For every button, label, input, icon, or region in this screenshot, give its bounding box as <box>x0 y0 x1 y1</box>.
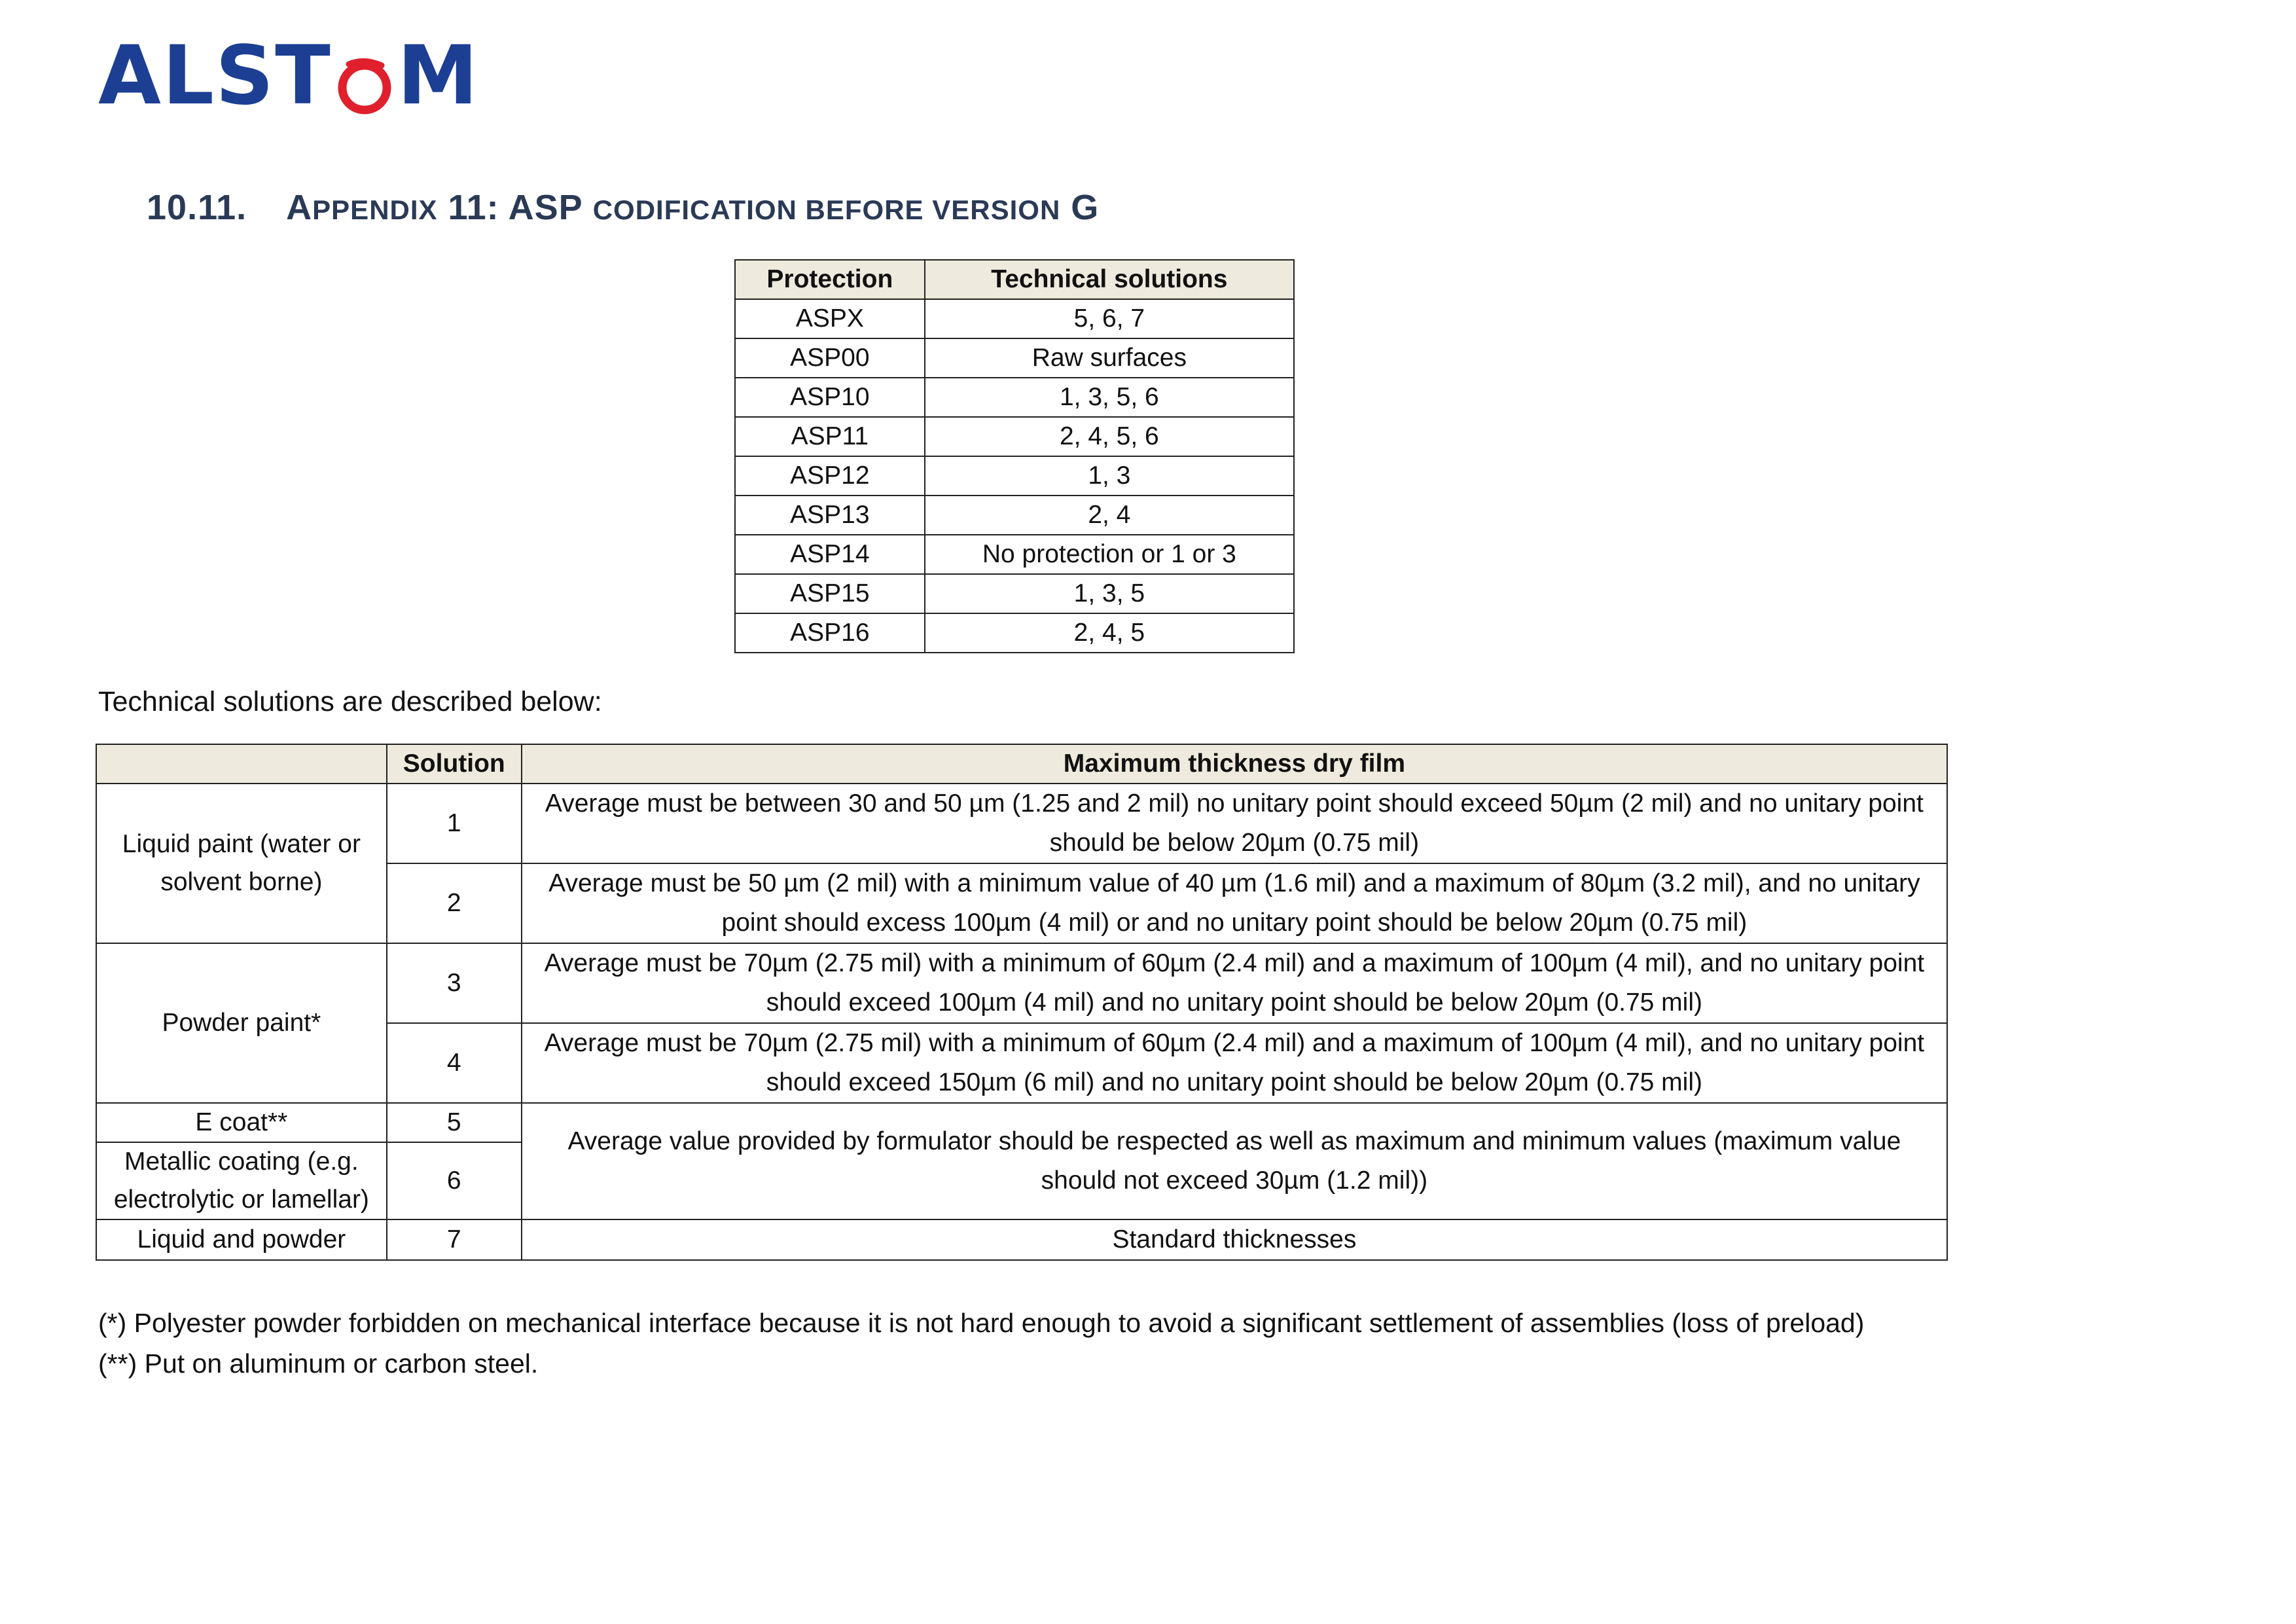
group-liquid-and-powder: Liquid and powder <box>96 1219 387 1260</box>
table-row <box>96 1103 1947 1142</box>
alstom-logo <box>98 29 480 123</box>
protection-code: ASP15 <box>735 574 925 613</box>
table-header-row <box>735 260 1294 299</box>
table-row <box>96 1219 1947 1260</box>
technical-solutions-value: 1, 3, 5 <box>925 574 1294 613</box>
footnote-ecoat: (**) Put on aluminum or carbon steel. <box>98 1348 539 1379</box>
solution-number: 5 <box>387 1103 522 1142</box>
solution-description: Average must be 50 µm (2 mil) with a minimum value of 40 µm (1.6 mil) and a maximum of 80µm (3.2 mil), and no unitary point should excess 100µm (4 mil) or and no unitary point should be below 20µm (0.75 mil) <box>522 863 1947 943</box>
technical-solutions-value: 2, 4, 5, 6 <box>925 417 1294 456</box>
logo-text-start: ALST <box>98 29 332 123</box>
protection-code: ASP10 <box>735 378 925 417</box>
title-part-e: G <box>1060 188 1100 227</box>
logo-text-end: M <box>397 29 480 123</box>
header-solution: Solution <box>387 744 522 784</box>
solution-number: 7 <box>387 1219 522 1260</box>
title-part-d: CODIFICATION BEFORE VERSION <box>592 194 1061 225</box>
header-protection: Protection <box>735 260 925 299</box>
protection-code: ASP11 <box>735 417 925 456</box>
table-row <box>735 456 1294 496</box>
table-row <box>735 378 1294 417</box>
header-max-thickness: Maximum thickness dry film <box>522 744 1947 784</box>
solution-number: 1 <box>387 784 522 863</box>
title-part-b: PPENDIX <box>312 194 438 225</box>
technical-solutions-value: Raw surfaces <box>925 338 1294 378</box>
protection-code: ASP12 <box>735 456 925 496</box>
section-number: 10.11. <box>147 188 247 227</box>
technical-solutions-value: 1, 3, 5, 6 <box>925 378 1294 417</box>
protection-code: ASPX <box>735 299 925 338</box>
technical-solutions-value: 1, 3 <box>925 456 1294 496</box>
section-heading <box>147 187 1099 228</box>
technical-solutions-value: 2, 4, 5 <box>925 613 1294 653</box>
table-row <box>735 613 1294 653</box>
protection-code: ASP00 <box>735 338 925 378</box>
protection-code: ASP16 <box>735 613 925 653</box>
solution-description: Standard thicknesses <box>522 1219 1947 1260</box>
intro-paragraph: Technical solutions are described below: <box>98 686 602 717</box>
table-row <box>735 574 1294 613</box>
technical-solutions-value: No protection or 1 or 3 <box>925 535 1294 574</box>
solution-description: Average must be 70µm (2.75 mil) with a minimum of 60µm (2.4 mil) and a maximum of 100µm (4 mil), and no unitary point should exceed 150µm (6 mil) and no unitary point should be below 20µm (0.75 mil) <box>522 1023 1947 1103</box>
alstom-ring-icon <box>336 47 393 105</box>
solution-number: 6 <box>387 1142 522 1219</box>
solution-description: Average must be 70µm (2.75 mil) with a minimum of 60µm (2.4 mil) and a maximum of 100µm (4 mil), and no unitary point should exceed 100µm (4 mil) and no unitary point should be below 20µm (0.75 mil) <box>522 943 1947 1023</box>
title-part-c: 11: ASP <box>437 188 593 227</box>
solution-description: Average value provided by formulator should be respected as well as maximum and minimum values (maximum value should not exceed 30µm (1.2 mil)) <box>522 1103 1947 1219</box>
title-part-a: A <box>286 188 313 227</box>
solution-number: 4 <box>387 1023 522 1103</box>
asp-codification-table <box>734 259 1295 653</box>
solution-description: Average must be between 30 and 50 µm (1.25 and 2 mil) no unitary point should exceed 50µm (2 mil) and no unitary point should be below 20µm (0.75 mil) <box>522 784 1947 863</box>
protection-code: ASP13 <box>735 496 925 535</box>
footnotes <box>98 1303 1864 1384</box>
table-row <box>735 338 1294 378</box>
group-e-coat: E coat** <box>96 1103 387 1142</box>
group-liquid-paint: Liquid paint (water or solvent borne) <box>96 784 387 943</box>
protection-code: ASP14 <box>735 535 925 574</box>
table-row <box>735 299 1294 338</box>
technical-solutions-table <box>96 744 1948 1261</box>
table-row <box>96 943 1947 1023</box>
group-powder-paint: Powder paint* <box>96 943 387 1103</box>
table-row <box>735 417 1294 456</box>
header-blank <box>96 744 387 784</box>
technical-solutions-value: 5, 6, 7 <box>925 299 1294 338</box>
footnote-polyester: (*) Polyester powder forbidden on mechanical interface because it is not hard enough to avoid a significant settlement of assemblies (loss of preload) <box>98 1308 1865 1338</box>
solution-number: 3 <box>387 943 522 1023</box>
header-technical-solutions: Technical solutions <box>925 260 1294 299</box>
table-row <box>735 496 1294 535</box>
solution-number: 2 <box>387 863 522 943</box>
table-header-row <box>96 744 1947 784</box>
section-title <box>286 187 1099 228</box>
technical-solutions-value: 2, 4 <box>925 496 1294 535</box>
group-metallic-coating: Metallic coating (e.g. electrolytic or lamellar) <box>96 1142 387 1219</box>
table-row <box>96 784 1947 863</box>
table-row <box>735 535 1294 574</box>
